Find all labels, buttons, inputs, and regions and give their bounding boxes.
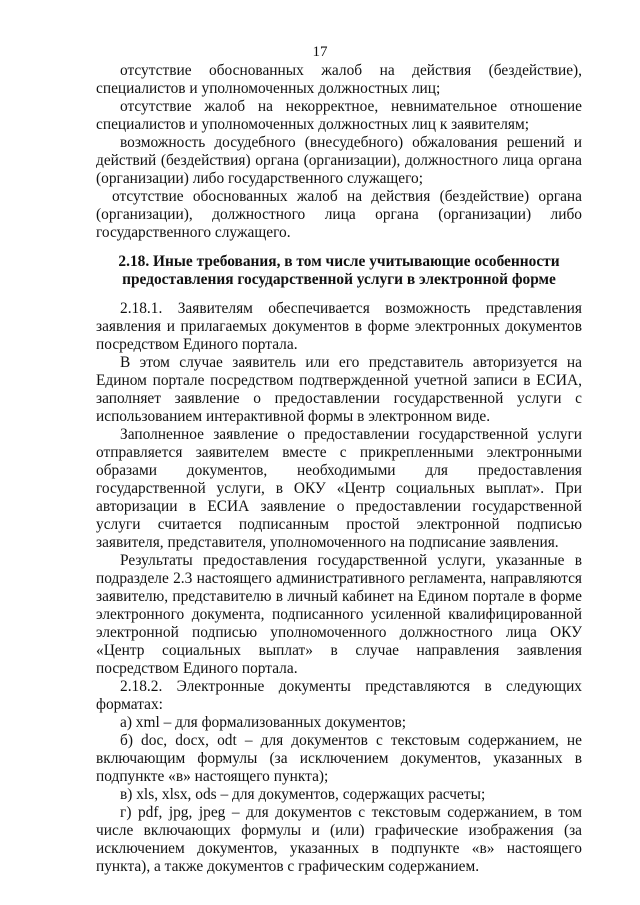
format-item-c: в) xls, xlsx, ods – для документов, содержащих расчеты; [120, 786, 486, 803]
paragraph-no-incorrect-attitude: отсутствие жалоб на некорректное, невнимательное отношение специалистов и уполномоченных должностных лиц к заявителям; [96, 98, 582, 133]
heading-line-2: предоставления государственной услуги в электронной форме [122, 271, 556, 288]
paragraph-2-18-1: 2.18.1. Заявителям обеспечивается возможность представления заявления и прилагаемых документов в форме электронных документов посредством Единого портала. [96, 300, 582, 353]
paragraph-pretrial-appeal: возможность досудебного (внесудебного) обжалования решений и действий (бездействия) органа (организации), должностного лица органа (организации) либо государственного служащего; [96, 134, 582, 187]
paragraph-authorization-esia: В этом случае заявитель или его представитель авторизуется на Едином портале посредством подтвержденной учетной записи в ЕСИА, заполняет заявление о предоставлении государственной услуги с использованием интерактивной формы в электронном виде. [96, 354, 582, 425]
heading-line-1: 2.18. Иные требования, в том числе учитывающие особенности [118, 253, 560, 270]
paragraph-complaints-specialists: отсутствие обоснованных жалоб на действия (бездействие), специалистов и уполномоченных должностных лиц; [96, 62, 582, 97]
format-item-d: г) pdf, jpg, jpeg – для документов с текстовым содержанием, в том числе включающих формулы и (или) графические изображения (за исключением документов, указанных в подпункте «в» настоящего пункта), а также документов с графическим содержанием. [96, 804, 582, 875]
paragraph-no-complaints-organ: отсутствие обоснованных жалоб на действия (бездействие) органа (организации), должностного лица органа (организации) либо государственного служащего. [96, 188, 582, 241]
paragraph-results: Результаты предоставления государственной услуги, указанные в подразделе 2.3 настоящего административного регламента, направляются заявителю, представителю в личный кабинет на Едином портале в форме электронного документа, подписанного усиленной квалифицированной электронной подписью уполномоченного должностного лица ОКУ «Центр социальных выплат» в случае направления заявления посредством Единого портала. [96, 552, 582, 677]
section-heading-2-18 [96, 253, 582, 289]
page-number: 17 [312, 44, 328, 60]
paragraph-filled-application: Заполненное заявление о предоставлении государственной услуги отправляется заявителем вместе с прикрепленными электронными образами документов, необходимыми для предоставления государственной услуги, в ОКУ «Центр социальных выплат». При авторизации в ЕСИА заявление о предоставлении государственной услуги считается подписанным простой электронной подписью заявителя, представителя, уполномоченного на подписание заявления. [96, 426, 582, 551]
format-item-b: б) doc, docx, odt – для документов с текстовым содержанием, не включающим формулы (за исключением документов, указанных в подпункте «в» настоящего пункта); [96, 732, 582, 785]
format-item-a: а) xml – для формализованных документов; [120, 714, 407, 731]
paragraph-2-18-2: 2.18.2. Электронные документы представляются в следующих форматах: [96, 678, 582, 713]
